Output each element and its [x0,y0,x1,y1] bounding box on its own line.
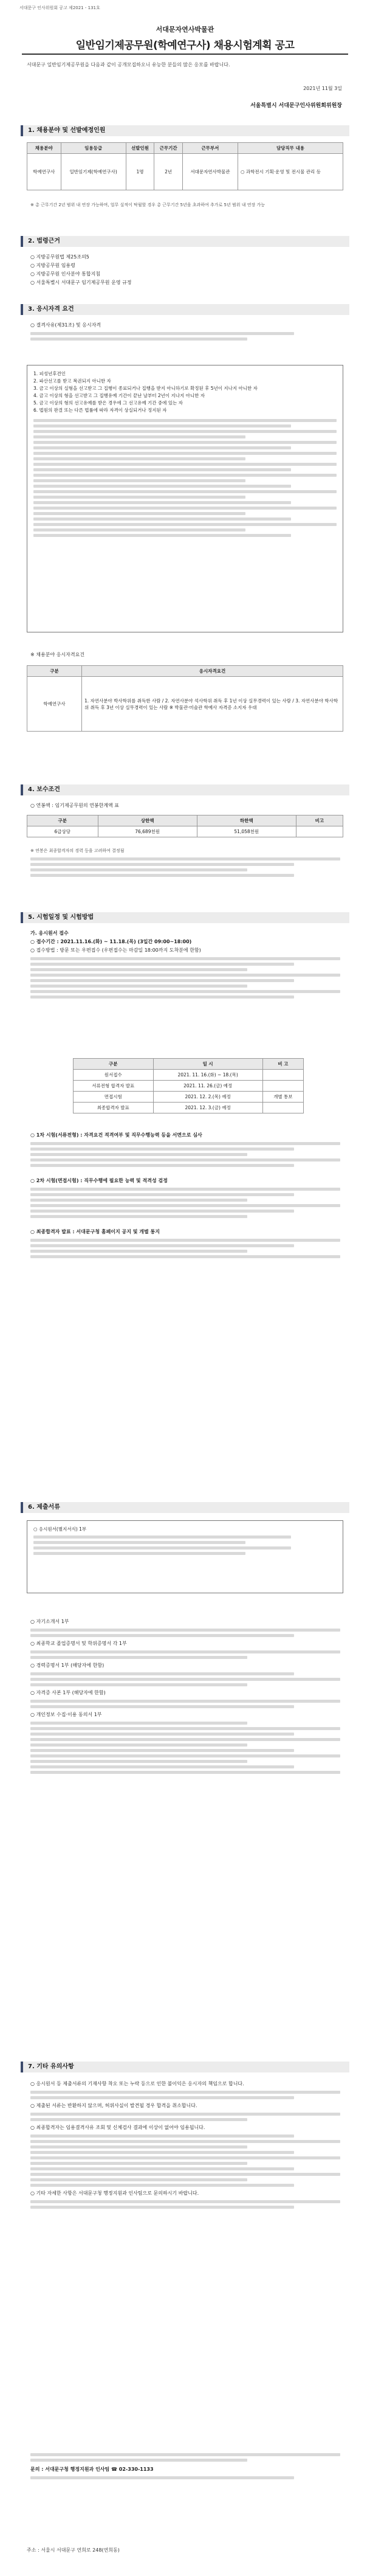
step-item: ○ 최종합격자 발표 : 서대문구청 홈페이지 공지 및 개별 통지 [30,1229,160,1234]
table-cell: ○ 과학전시 기획·운영 및 전시물 관리 등 [238,154,343,190]
footer-address: 주소 : 서울시 서대문구 연희로 248(연희동) [27,2547,120,2553]
table-cell: 6급상당 [27,826,98,837]
text-placeholder [30,332,294,335]
table-cell: 최종합격자 발표 [74,1103,154,1113]
section-header-schedule: 5. 시험일정 및 시험방법 [21,912,349,923]
table-header: 일 시 [153,1059,262,1070]
list-item: ○ 최종학교 졸업증명서 및 학위증명서 각 1부 [30,1641,127,1646]
document-list [30,1618,340,1776]
contact-info: 문의 : 서대문구청 행정지원과 인사팀 ☎ 02-330-1133 [30,2467,154,2472]
table-cell: 서류전형 합격자 발표 [74,1081,154,1092]
table-header: 구분 [27,666,82,677]
table-cell [262,1081,303,1092]
contact-block [30,2451,340,2482]
section-header-pay: 4. 보수조건 [21,784,349,795]
intro-text: 서대문구 일반임기제공무원을 다음과 같이 공개모집하오니 유능한 분들의 많은 응모를 바랍니다. [27,62,230,68]
table-header: 비고 [296,815,343,826]
section-header-qualification: 3. 응시자격 요건 [21,304,349,315]
table-cell: 면접시험 [74,1092,154,1103]
table-header: 구분 [74,1059,154,1070]
list-item: ○ 개인정보 수집·이용 동의서 1부 [30,1712,102,1717]
list-item: ○ 제출된 서류는 반환하지 않으며, 허위사실이 발견될 경우 합격을 취소합니다. [30,2103,197,2108]
table-header: 응시자격요건 [82,666,343,677]
section-header-law: 2. 법령근거 [21,236,349,247]
list-item: ○ 최종합격자는 임용결격사유 조회 및 신체검사 결과에 이상이 없어야 임용됩니다. [30,2125,205,2130]
table-cell: 학예연구사 [27,677,82,732]
section-header-notes: 7. 기타 유의사항 [21,2062,349,2072]
schedule-table [73,1058,304,1113]
table-cell: 76,689천원 [98,826,197,837]
list-item: ○ 자기소개서 1부 [30,1619,69,1624]
organization-name: 서대문자연사박물관 [156,26,214,33]
pay-notes [30,847,340,879]
pay-table [27,815,343,837]
step-item: ○ 2차 시험(면접시험) : 직무수행에 필요한 능력 및 적격성 검정 [30,1178,168,1183]
submission-box [27,1520,343,1593]
receipt-period: ○ 접수기간 : 2021.11.16.(화) ~ 11.18.(목) (3일간 09:00~18:00) [30,939,192,944]
table-cell [296,826,343,837]
table-cell: 2021. 11. 16.(화) ~ 18.(목) [153,1070,262,1081]
qualification-title: ○ 결격사유(제31조) 및 응시자격 [30,322,101,328]
exam-steps [30,1131,340,1261]
qualification-table [27,665,343,732]
law-list [30,253,340,287]
notes-list [30,2080,340,2211]
table-cell: 1. 자연사분야 박사학위를 취득한 사람 / 2. 자연사분야 석사학위 취득 후 1년 이상 실무경력이 있는 사람 / 3. 자연사분야 학사학위 취득 후 3년 이상 실무경력이 있는 사람 ※ 박물관·미술관 학예사 자격증 소지자 우대 [82,677,343,732]
list-item: ○ 지방공무원 인사분야 통합지침 [30,271,101,277]
table-cell: 서대문자연사박물관 [182,154,238,190]
qualification-table-title: ※ 채용분야 응시자격요건 [30,652,85,657]
list-item: ○ 자격증 사본 1부 (해당자에 한함) [30,1690,106,1695]
receipt-title: 가. 응시원서 접수 [30,930,69,936]
list-item: 6. 법원의 판결 또는 다른 법률에 따라 자격이 상실되거나 정지된 자 [33,407,167,413]
table-row [74,1081,304,1092]
announcement-date: 2021년 11월 3일 [303,86,342,91]
table-cell: 개별 통보 [262,1092,303,1103]
qualification-intro [30,321,340,343]
table-cell: 1명 [126,154,154,190]
table-cell: 원서접수 [74,1070,154,1081]
list-item: 5. 금고 이상의 형의 선고유예를 받은 경우에 그 선고유예 기간 중에 있는 자 [33,400,183,406]
list-item: ○ 응시원서(별지서식) 1부 [33,1526,87,1532]
text-placeholder [30,338,247,341]
table-cell: 51,058천원 [197,826,296,837]
recruitment-table [27,142,343,190]
list-item: 3. 금고 이상의 실형을 선고받고 그 집행이 종료되거나 집행을 받지 아니하기로 확정된 후 5년이 지나지 아니한 자 [33,386,258,391]
table-row [74,1070,304,1081]
pay-line: ○ 연봉액 : 임기제공무원의 연봉한계액 표 [30,803,120,808]
table-header: 채용분야 [27,143,61,154]
text-block-placeholder [33,419,337,537]
receipt-method: ○ 접수방법 : 방문 또는 우편접수 (우편접수는 마감일 18:00까지 도착분에 한함) [30,947,201,953]
table-cell [262,1070,303,1081]
list-item: 1. 피성년후견인 [33,371,66,376]
list-item: 2. 파산선고를 받고 복권되지 아니한 자 [33,378,111,384]
table-header: 선발인원 [126,143,154,154]
signer-name: 서울특별시 서대문구인사위원회위원장 [250,103,342,109]
table-cell: 일반임기제(학예연구사) [61,154,126,190]
receipt-info [30,929,340,1001]
table-row [74,1103,304,1113]
table-cell: 2021. 12. 2.(목) 예정 [153,1092,262,1103]
table-header: 비 고 [262,1059,303,1070]
step-item: ○ 1차 시험(서류전형) : 자격요건 적격여부 및 직무수행능력 등을 서면으로 심사 [30,1132,202,1138]
recruitment-note: ※ 총 근무기간 2년 범위 내 연장 가능하며, 업무 실적이 탁월할 경우 총 근무기간 5년을 초과하여 추가로 5년 범위 내 연장 가능 [30,203,265,207]
list-item: ○ 지방공무원법 제25조의5 [30,254,89,260]
document-number: 서대문구 인사위원회 공고 제2021 - 131호 [19,5,100,10]
section-header-recruitment: 1. 채용분야 및 선발예정인원 [21,125,349,136]
table-header: 임용등급 [61,143,126,154]
list-item: 4. 금고 이상의 형을 선고받고 그 집행유예 기간이 끝난 날부터 2년이 지나지 아니한 자 [33,393,205,398]
table-header: 구분 [27,815,98,826]
table-cell: 2년 [154,154,183,190]
table-cell: 2021. 12. 3.(금) 예정 [153,1103,262,1113]
list-item: ○ 지방공무원 임용령 [30,263,75,268]
table-header: 근무기간 [154,143,183,154]
list-item: ○ 응시원서 등 제출서류의 기재사항 착오 또는 누락 등으로 인한 불이익은 응시자의 책임으로 합니다. [30,2081,244,2086]
table-row [74,1092,304,1103]
page-title: 일반임기제공무원(학예연구사) 채용시험계획 공고 [75,40,295,52]
disqualification-box [27,365,343,632]
pay-note: ※ 연봉은 최종합격자의 경력 등을 고려하여 결정됨 [30,848,125,853]
table-cell [262,1103,303,1113]
list-item: ○ 기타 자세한 사항은 서대문구청 행정지원과 인사팀으로 문의하시기 바랍니다. [30,2190,199,2196]
table-header: 하한액 [197,815,296,826]
table-cell: 학예연구사 [27,154,61,190]
section-header-documents: 6. 제출서류 [21,1502,349,1513]
table-cell: 2021. 11. 26.(금) 예정 [153,1081,262,1092]
title-divider [22,54,348,55]
table-header: 근무부서 [182,143,238,154]
list-item: ○ 서울특별시 서대문구 임기제공무원 운영 규정 [30,280,132,285]
table-header: 담당직무 내용 [238,143,343,154]
list-item: ○ 경력증명서 1부 (해당자에 한함) [30,1663,104,1668]
table-header: 상한액 [98,815,197,826]
